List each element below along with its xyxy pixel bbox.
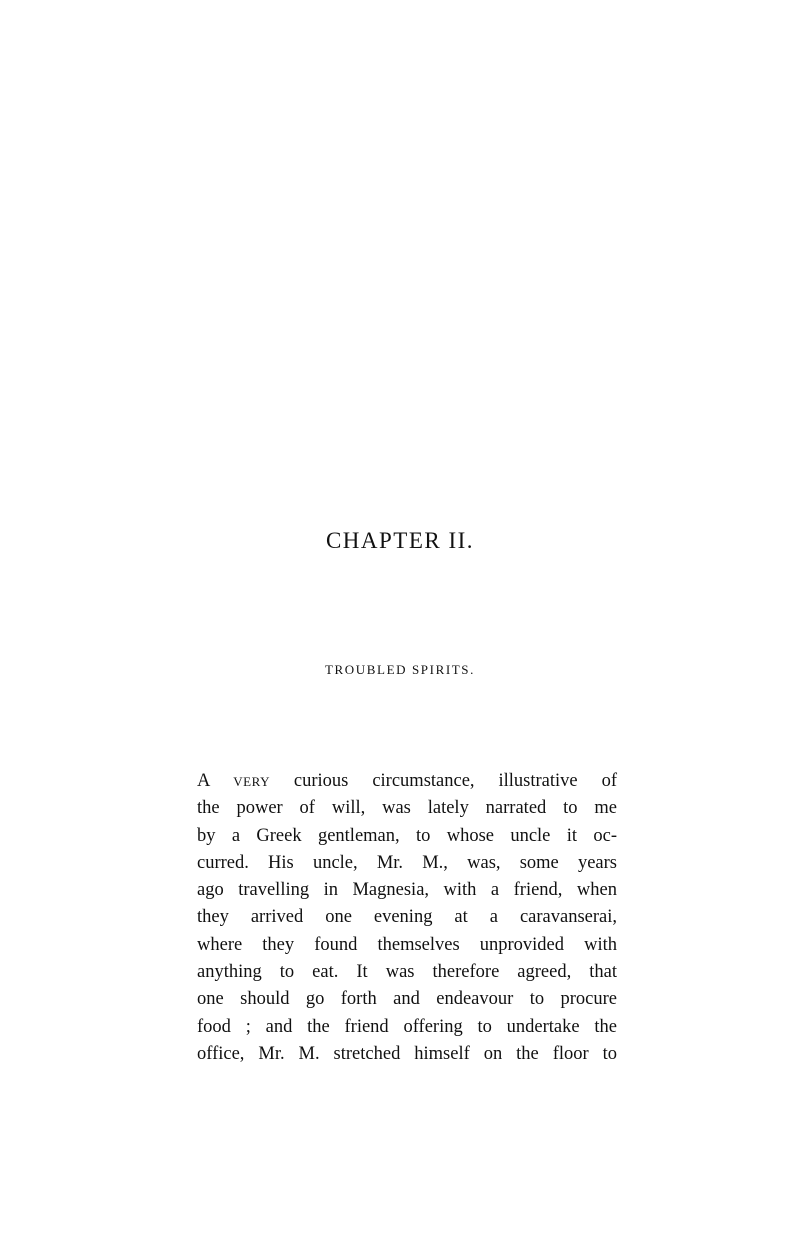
text-line-10: food ; and the friend offering to undertake the	[197, 1016, 617, 1037]
text-line-6: they arrived one evening at a caravanserai,	[197, 907, 617, 928]
text-line-9: one should go forth and endeavour to procure	[197, 989, 617, 1010]
lead-smallcaps-word: very	[233, 771, 270, 791]
chapter-title: CHAPTER II.	[325, 528, 475, 553]
first-line-rest: curious circumstance, illustrative of	[293, 771, 617, 791]
body-paragraph	[197, 768, 617, 1068]
chapter-subtitle: TROUBLED SPIRITS.	[325, 662, 475, 677]
text-line-8: anything to eat. It was therefore agreed, that	[197, 962, 617, 983]
text-line-4: curred. His uncle, Mr. M., was, some years	[197, 852, 617, 873]
text-line-3: by a Greek gentleman, to whose uncle it oc-	[197, 825, 617, 846]
text-line-5: ago travelling in Magnesia, with a friend, when	[197, 880, 617, 901]
text-line-1	[197, 768, 617, 795]
text-line-11: office, Mr. M. stretched himself on the floor to	[197, 1043, 617, 1064]
text-line-7: where they found themselves unprovided with	[197, 934, 617, 955]
lead-initial: A	[197, 771, 210, 791]
text-line-2: the power of will, was lately narrated to me	[197, 798, 617, 819]
